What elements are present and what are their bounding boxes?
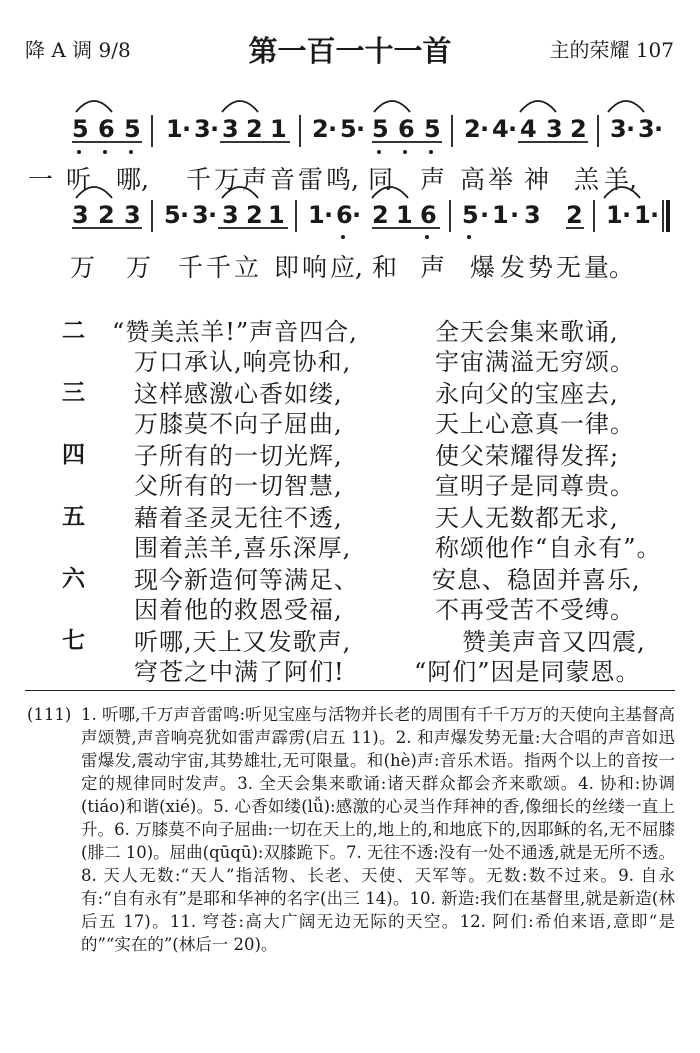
verse-first-half: 因着他的救恩受福, [134,596,343,624]
svg-text:·: · [622,201,632,229]
lyric-line2-7: 应, [330,253,363,282]
verse-number: 七 [62,627,85,654]
svg-text:·: · [510,201,520,229]
svg-text:1: 1 [268,201,285,229]
verse-second-half: 安息、稳固并喜乐, [432,566,641,594]
svg-text:1: 1 [634,201,651,229]
lyric-line1-1: 听 [66,165,92,194]
svg-text:2: 2 [464,115,481,143]
svg-text:2: 2 [312,115,329,143]
lyric-line2-6: 响 [302,253,328,282]
lyric-line1-10: 声 [420,165,446,194]
verse-second-half: 天人无数都无求, [435,504,619,532]
lyric-line2-10: 爆 [470,253,496,282]
verse-second-half: 宣明子是同尊贵。 [435,472,635,500]
svg-text:·: · [356,115,366,143]
lyric-line1-15: 羊, [604,165,637,194]
lyric-line2-4: 立 [234,253,260,282]
svg-text:2: 2 [570,115,587,143]
verse-first-half: 穹苍之中满了阿们! [134,658,345,686]
verse-second-half: 赞美声音又四震, [462,628,646,656]
svg-text:·: · [208,201,218,229]
verse-first-half: 藉着圣灵无往不透, [134,504,343,532]
svg-text:·: · [654,115,664,143]
verse-number: 二 [62,317,85,344]
lyric-line1-6: 音 [270,165,296,194]
lyric-line1-2: 哪, [116,165,149,194]
svg-text:2: 2 [98,201,115,229]
verse-first-half: 围着羔羊,喜乐深厚, [134,534,352,562]
svg-text:2: 2 [246,115,263,143]
verse-second-half: 天上心意真一律。 [435,410,635,438]
svg-text:·: · [210,115,220,143]
verse-first-half: 万膝莫不向子屈曲, [134,410,343,438]
verse-number: 三 [62,379,85,406]
lyric-line1-9: 同 [368,165,394,194]
footnote-label: (111) [27,705,72,724]
svg-text:3: 3 [638,115,655,143]
svg-text:·: · [480,201,490,229]
svg-text:3: 3 [524,201,541,229]
verse-first-half: 听哪,天上又发歌声, [134,628,352,656]
svg-text:5: 5 [462,201,479,229]
svg-text:6: 6 [336,201,353,229]
svg-text:4: 4 [520,115,537,143]
lyric-line2-0: 万 [70,253,96,282]
lyric-line2-8: 和 [372,253,398,282]
svg-text:·: · [180,201,190,229]
verse-first-half: 父所有的一切智慧, [134,472,343,500]
lyric-line2-1: 万 [126,253,152,282]
music-score [0,0,700,300]
svg-text:·: · [650,201,660,229]
svg-text:·: · [324,201,334,229]
lyric-line2-11: 发 [500,253,526,282]
svg-text:2: 2 [372,201,389,229]
divider [25,690,675,691]
svg-text:3: 3 [194,115,211,143]
svg-text:3: 3 [124,201,141,229]
lyric-line1-11: 高 [460,165,486,194]
verse-number: 五 [62,503,85,530]
svg-text:3: 3 [72,201,89,229]
svg-text:·: · [508,115,518,143]
lyric-line1-13: 神 [524,165,550,194]
footnote-text: 1. 听哪,千万声音雷鸣:听见宝座与活物并长老的周围有千千万万的天使向主基督高声颂赞,声音响亮犹如雷声霹雳(启五 11)。2. 和声爆发势无量:大合唱的声音如迅雷爆发,震动宇宙,其势雄壮,无可限量。和(hè)声:音乐术语。指两个以上的音按一定的规律同时发声。3. 全天会集来歌诵:诸天群众都会齐来歌颂。4. 协和:协调(tiáo)和谐(xié)。5. 心香如缕(lǚ):感激的心灵当作拜神的香,像细长的丝缕一直上升。6. 万膝莫不向子屈曲:一切在天上的,地上的,和地底下的,因耶稣的名,无不屈膝(腓二 10)。屈曲(qūqū):双膝跪下。7. 无往不透:没有一处不通透,就是无所不透。8. 天人无数:“天人”指活物、长老、天使、天军等。无数:数不过来。9. 自永有:“自有永有”是耶和华神的名字(出三 14)。10. 新造:我们在基督里,就是新造(林后五 17)。11. 穹苍:高大广阔无边无际的天空。12. 阿们:希伯来语,意即“是的”“实在的”(林后一 20)。 [81,705,675,954]
lyric-line1-12: 举 [488,165,514,194]
svg-text:3: 3 [546,115,563,143]
lyric-line2-13: 无 [556,253,582,282]
lyric-line2-14: 量。 [584,253,635,282]
svg-text:3: 3 [610,115,627,143]
lyric-line1-0: 一 [28,165,54,194]
lyric-line1-8: 鸣, [326,165,359,194]
svg-text:1: 1 [270,115,287,143]
svg-text:5: 5 [424,115,441,143]
footnotes [27,703,675,956]
verse-second-half: 称颂他作“自永有”。 [435,534,662,562]
hymn-title: 第一百一十一首 [248,34,452,68]
svg-text:1: 1 [166,115,183,143]
svg-text:5: 5 [124,115,141,143]
lyric-line1-5: 声 [242,165,268,194]
svg-text:4: 4 [492,115,509,143]
svg-text:·: · [480,115,490,143]
verse-second-half: 宇宙满溢无穷颂。 [435,348,635,376]
verse-second-half: 使父荣耀得发挥; [435,442,620,470]
svg-text:6: 6 [398,115,415,143]
verse-first-half: 子所有的一切光辉, [134,442,343,470]
verse-second-half: “阿们”因是同蒙恩。 [414,658,641,686]
svg-text:2: 2 [566,201,583,229]
svg-text:·: · [352,201,362,229]
lyric-line1-14: 羔 [574,165,600,194]
lyric-line2-2: 千 [178,253,204,282]
lyric-line2-9: 声 [420,253,446,282]
svg-text:6: 6 [420,201,437,229]
verse-number: 四 [62,441,85,468]
lyric-line1-3: 千 [186,165,212,194]
svg-text:3: 3 [222,201,239,229]
verse-second-half: 永向父的宝座去, [435,380,619,408]
svg-text:3: 3 [222,115,239,143]
svg-text:5: 5 [72,115,89,143]
lyric-line2-5: 即 [274,253,300,282]
verse-second-half: 全天会集来歌诵, [435,318,619,346]
verse-second-half: 不再受苦不受缚。 [435,596,635,624]
svg-text:5: 5 [372,115,389,143]
svg-text:·: · [626,115,636,143]
hymn-subtitle: 主的荣耀 107 [549,38,674,62]
key-signature: 降 A 调 9/8 [25,38,131,62]
lyric-line1-7: 雷 [298,165,324,194]
svg-text:3: 3 [192,201,209,229]
svg-text:1: 1 [308,201,325,229]
svg-text:2: 2 [246,201,263,229]
verse-first-half: 万口承认,响亮协和, [134,348,352,376]
svg-text:·: · [328,115,338,143]
svg-text:5: 5 [340,115,357,143]
verse-first-half: “赞美羔羊!”声音四合, [112,318,358,346]
svg-text:1: 1 [396,201,413,229]
svg-text:1: 1 [492,201,509,229]
verse-first-half: 这样感激心香如缕, [134,380,343,408]
svg-text:1: 1 [606,201,623,229]
verse-number: 六 [62,565,85,592]
lyric-line1-4: 万 [214,165,240,194]
svg-text:5: 5 [164,201,181,229]
svg-text:6: 6 [98,115,115,143]
svg-text:·: · [182,115,192,143]
lyric-line2-3: 千 [206,253,232,282]
lyric-line2-12: 势 [528,253,554,282]
verse-first-half: 现今新造何等满足、 [134,566,359,594]
